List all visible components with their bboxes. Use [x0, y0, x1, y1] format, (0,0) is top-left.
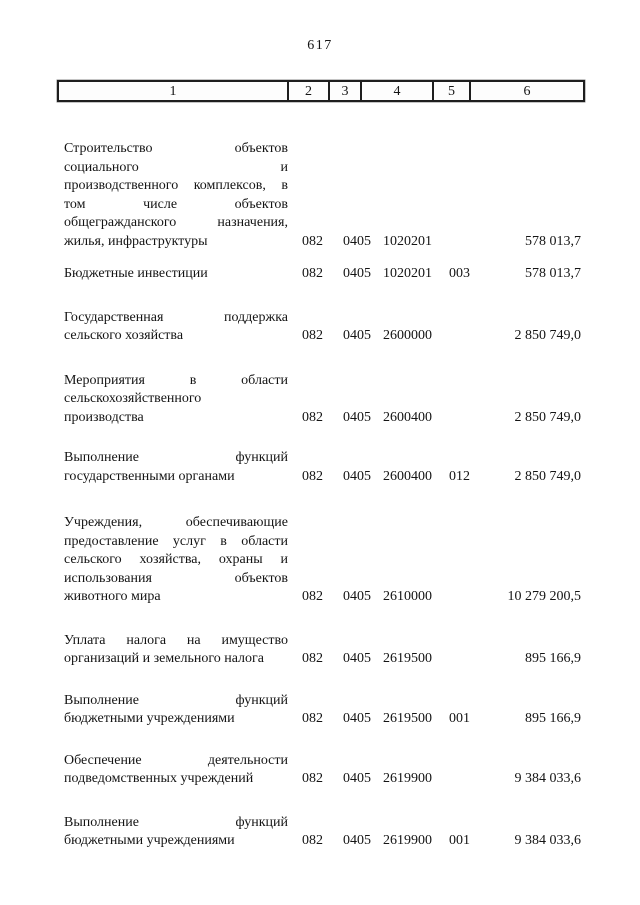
row-title [64, 309, 288, 346]
row-code-col3: 0405 [343, 468, 371, 484]
row-code-col3: 0405 [343, 833, 371, 848]
row-code-col2: 082 [302, 589, 323, 604]
row-code-col2: 082 [302, 771, 323, 786]
row-code-col3: 0405 [343, 651, 371, 666]
row-title-line: производственного комплексов, в [64, 178, 288, 193]
header-cell-6: 6 [523, 83, 531, 99]
row-code-col4: 2619500 [383, 711, 432, 726]
row-code-col4: 2619900 [383, 833, 432, 848]
row-code-col3: 0405 [343, 409, 371, 425]
row-title-line: животного мира [64, 589, 161, 604]
row-code-col2: 082 [302, 266, 323, 281]
table-row [64, 632, 581, 669]
row-title [64, 514, 288, 607]
row-code-col3: 0405 [343, 233, 371, 249]
row-title-line: бюджетными учреждениями [64, 833, 235, 848]
row-title [64, 752, 288, 789]
row-code-col2: 082 [302, 468, 323, 484]
row-title [64, 632, 288, 669]
row-code-col5: 001 [449, 711, 470, 726]
column-number-header [57, 80, 585, 102]
row-title-line: Бюджетные инвестиции [64, 266, 208, 281]
row-code-col2: 082 [302, 711, 323, 726]
row-title [64, 449, 288, 486]
row-code-col2: 082 [302, 651, 323, 666]
row-title [64, 140, 288, 251]
row-code-col2: 082 [302, 233, 323, 249]
row-code-col4: 2600000 [383, 328, 432, 343]
row-amount: 578 013,7 [525, 266, 581, 281]
header-cell-4: 4 [362, 82, 434, 100]
row-code-col4: 1020201 [383, 233, 432, 249]
row-amount: 10 279 200,5 [507, 589, 581, 604]
row-title-line: предоставление услуг в области [64, 533, 288, 549]
row-code-col2: 082 [302, 833, 323, 848]
row-amount: 9 384 033,6 [514, 833, 581, 848]
row-amount: 2 850 749,0 [514, 328, 581, 343]
row-title [64, 692, 288, 729]
row-amount: 895 166,9 [525, 651, 581, 666]
table-row [64, 692, 581, 729]
row-title-line: использования объектов [64, 570, 288, 586]
header-cell-5: 5 [434, 82, 471, 100]
row-title [64, 372, 288, 428]
row-title-line: организаций и земельного налога [64, 651, 264, 666]
table-row [64, 449, 581, 486]
row-code-col5: 012 [449, 468, 470, 484]
row-code-col4: 2610000 [383, 589, 432, 604]
table-row [64, 814, 581, 851]
row-code-col5: 001 [449, 833, 470, 848]
row-title-line: Выполнение функций [64, 814, 288, 830]
row-title-line: Государственная поддержка [64, 309, 288, 325]
table-row [64, 140, 581, 251]
row-title-line: том числе объектов [64, 196, 288, 212]
row-code-col2: 082 [302, 409, 323, 425]
row-title-line: Учреждения, обеспечивающие [64, 515, 288, 530]
row-amount: 895 166,9 [525, 711, 581, 726]
table-row [64, 265, 581, 284]
row-title-line: социального и [64, 159, 288, 175]
row-code-col4: 1020201 [383, 266, 432, 281]
header-cell-1: 1 [59, 82, 289, 100]
row-title-line: производства [64, 409, 144, 425]
row-code-col2: 082 [302, 328, 323, 343]
header-cell-2: 2 [289, 82, 330, 100]
row-title-line: Строительство объектов [64, 141, 288, 156]
row-code-col4: 2619500 [383, 651, 432, 666]
header-cell-3: 3 [330, 82, 362, 100]
row-title [64, 814, 288, 851]
row-title-line: жилья, инфраструктуры [64, 233, 208, 249]
budget-table-body [64, 140, 581, 851]
row-code-col3: 0405 [343, 771, 371, 786]
row-amount: 2 850 749,0 [514, 409, 581, 425]
row-code-col4: 2600400 [383, 468, 432, 484]
row-code-col5: 003 [449, 266, 470, 281]
row-code-col3: 0405 [343, 266, 371, 281]
row-code-col3: 0405 [343, 589, 371, 604]
row-amount: 578 013,7 [525, 233, 581, 249]
row-title-line: общегражданского назначения, [64, 215, 288, 230]
row-amount: 9 384 033,6 [514, 771, 581, 786]
table-row [64, 309, 581, 346]
table-row [64, 752, 581, 789]
row-code-col3: 0405 [343, 328, 371, 343]
row-title-line: бюджетными учреждениями [64, 711, 235, 726]
page-number: 617 [307, 38, 333, 53]
row-title-line: сельского хозяйства, охраны и [64, 552, 288, 567]
row-code-col3: 0405 [343, 711, 371, 726]
row-title-line: Обеспечение деятельности [64, 752, 288, 768]
row-title-line: подведомственных учреждений [64, 771, 254, 786]
row-title [64, 265, 288, 284]
row-code-col4: 2600400 [383, 409, 432, 425]
table-row [64, 514, 581, 607]
row-title-line: сельскохозяйственного [64, 391, 202, 406]
row-title-line: Уплата налога на имущество [64, 632, 288, 648]
table-row [64, 372, 581, 428]
row-title-line: сельского хозяйства [64, 328, 184, 343]
row-title-line: Выполнение функций [64, 450, 288, 465]
row-title-line: государственными органами [64, 468, 235, 484]
row-amount: 2 850 749,0 [514, 468, 581, 484]
row-title-line: Мероприятия в области [64, 372, 288, 388]
row-title-line: Выполнение функций [64, 692, 288, 708]
row-code-col4: 2619900 [383, 771, 432, 786]
